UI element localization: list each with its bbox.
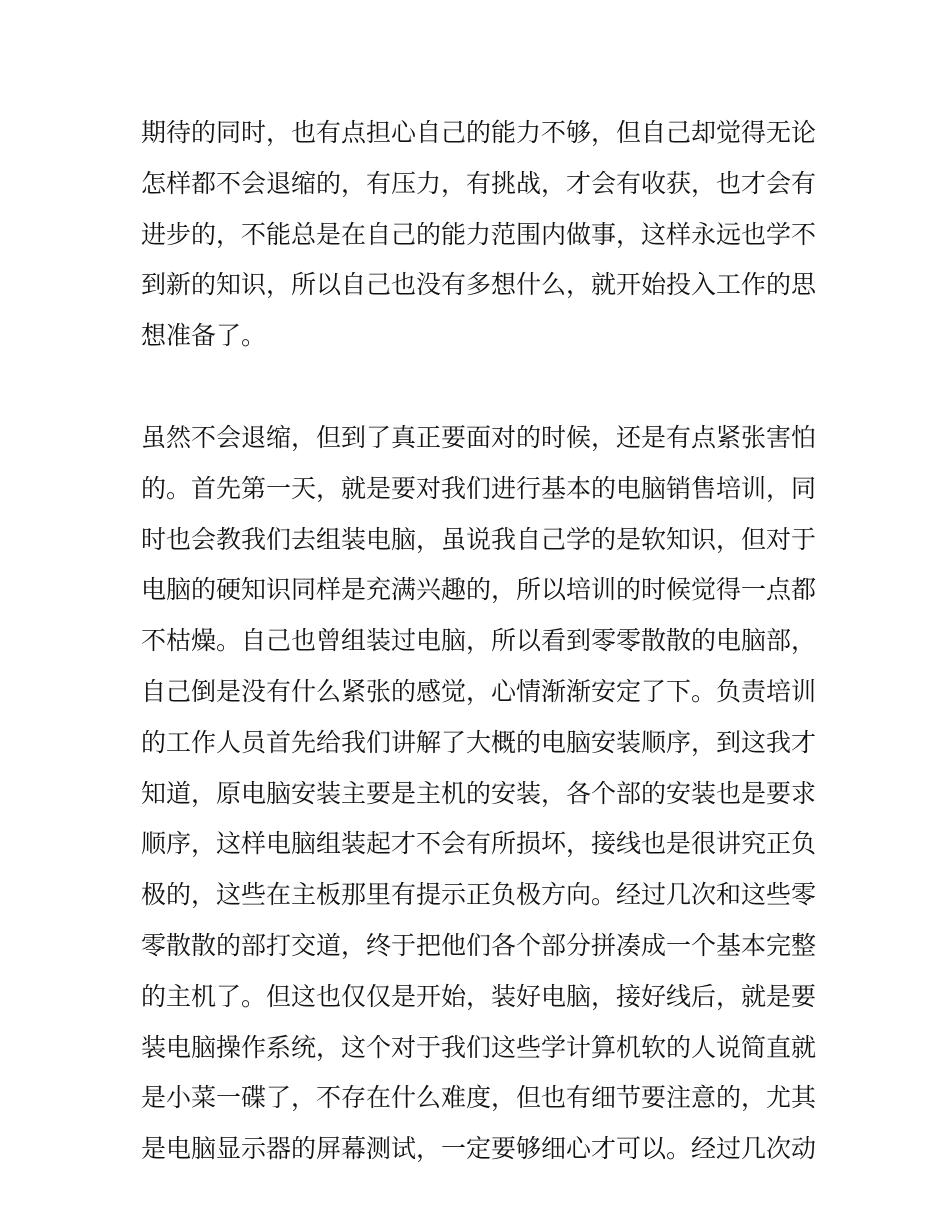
text-line: 到新的知识，所以自己也没有多想什么，就开始投入工作的思 <box>141 270 817 300</box>
text-line: 时也会教我们去组装电脑，虽说我自己学的是软知识，但对于 <box>141 524 817 554</box>
text-line: 虽然不会退缩，但到了真正要面对的时候，还是有点紧张害怕 <box>141 423 817 452</box>
text-line: 电脑的硬知识同样是充满兴趣的，所以培训的时候觉得一点都 <box>141 575 817 605</box>
text-line: 的。首先第一天，就是要对我们进行基本的电脑销售培训，同 <box>141 473 817 503</box>
paragraph-1 <box>141 108 817 362</box>
text-line: 不枯燥。自己也曾组装过电脑，所以看到零零散散的电脑部， <box>141 626 817 656</box>
text-line: 知道，原电脑安装主要是主机的安装，各个部的安装也是要求 <box>141 778 817 808</box>
text-line: 进步的，不能总是在自己的能力范围内做事，这样永远也学不 <box>141 219 817 249</box>
text-line: 期待的同时，也有点担心自己的能力不够，但自己却觉得无论 <box>141 118 817 147</box>
text-line: 的主机了。但这也仅仅是开始，装好电脑，接好线后，就是要 <box>141 981 817 1011</box>
text-line: 极的，这些在主板那里有提示正负极方向。经过几次和这些零 <box>141 880 817 910</box>
text-line: 是小菜一碟了，不存在什么难度，但也有细节要注意的，尤其 <box>141 1083 817 1113</box>
text-line: 想准备了。 <box>141 321 267 351</box>
paragraph-2 <box>141 413 817 1175</box>
text-line: 装电脑操作系统，这个对于我们这些学计算机软的人说简直就 <box>141 1032 817 1062</box>
text-line: 怎样都不会退缩的，有压力，有挑战，才会有收获，也才会有 <box>141 168 817 198</box>
text-line: 自己倒是没有什么紧张的感觉，心情渐渐安定了下。负责培训 <box>141 676 817 706</box>
text-line: 顺序，这样电脑组装起才不会有所损坏，接线也是很讲究正负 <box>141 829 817 859</box>
text-line: 是电脑显示器的屏幕测试，一定要够细心才可以。经过几次动 <box>141 1134 817 1164</box>
text-line: 的工作人员首先给我们讲解了大概的电脑安装顺序，到这我才 <box>141 727 817 757</box>
text-line: 零散散的部打交道，终于把他们各个部分拼凑成一个基本完整 <box>141 930 817 960</box>
